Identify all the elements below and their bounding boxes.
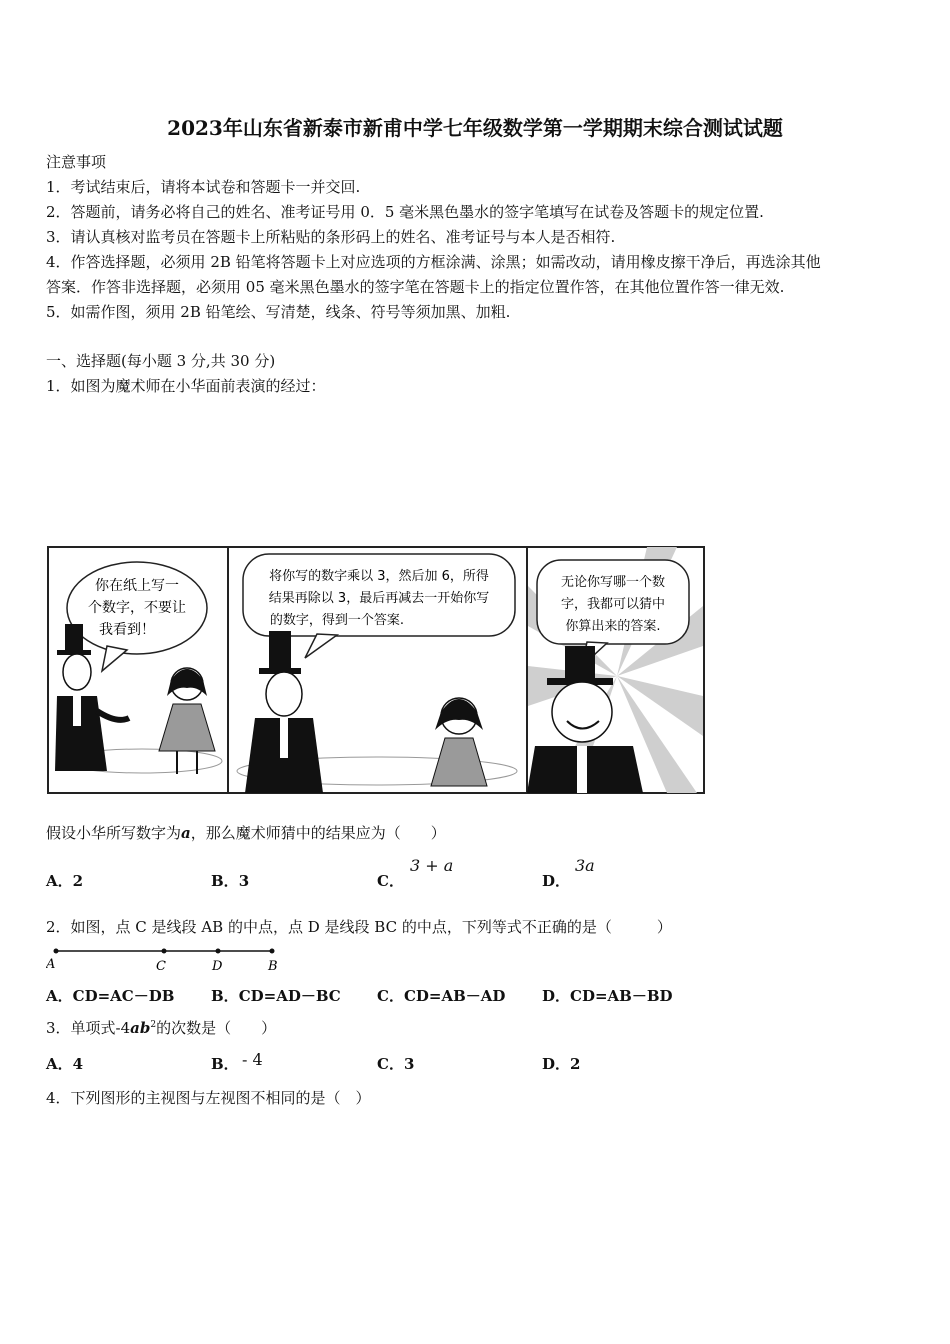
question-1-stem: 1．如图为魔术师在小华面前表演的经过：: [46, 377, 326, 395]
q2-option-d[interactable]: D．CD=AB－BD: [542, 987, 673, 1005]
section-heading: 一、选择题(每小题 3 分,共 30 分): [46, 352, 276, 370]
q1-option-a[interactable]: A．2: [46, 872, 84, 890]
prompt-text: ，那么魔术师猜中的结果应为（ ）: [190, 824, 446, 842]
question-2-stem: 2．如图，点 C 是线段 AB 的中点，点 D 是线段 BC 的中点，下列等式不正确的是（ ）: [46, 918, 672, 936]
q1-option-d-expr: 3a: [575, 856, 595, 875]
comic-bubble-1-line: 个数字，不要让: [88, 600, 186, 616]
point-label: A: [46, 957, 56, 972]
q1-option-b[interactable]: B．3: [211, 872, 250, 890]
point-d: [216, 949, 221, 954]
point-label: D: [212, 959, 223, 974]
comic-bubble-3-line: 字，我都可以猜中: [560, 597, 666, 612]
q3-option-a[interactable]: A．4: [46, 1055, 84, 1073]
segment-diagram: [46, 944, 286, 974]
comic-bubble-1-line: 我看到！: [99, 622, 155, 638]
notice-heading: 注意事项: [46, 153, 107, 171]
magician-comic-illustration: [47, 546, 705, 794]
prompt-text: 假设小华所写数字为: [46, 824, 182, 842]
q3-option-b[interactable]: B．: [211, 1055, 239, 1073]
question-4-stem: 4．下列图形的主视图与左视图不相同的是（ ）: [46, 1089, 371, 1107]
notice-item: 5．如需作图，须用 2B 铅笔绘、写清楚，线条、符号等须加黑、加粗.: [46, 303, 511, 321]
comic-bubble-2-line: 将你写的数字乘以 3，然后加 6，所得: [269, 569, 489, 584]
notice-item: 2．答题前，请务必将自己的姓名、准考证号用 0．5 毫米黑色墨水的签字笔填写在试卷及答题卡的规定位置.: [46, 203, 764, 221]
q1-option-c[interactable]: C．: [377, 872, 404, 890]
monomial-variables: ab: [130, 1019, 151, 1037]
point-c: [162, 949, 167, 954]
comic-bubble-3-line: 你算出来的答案.: [565, 619, 661, 634]
q3-option-d[interactable]: D．2: [542, 1055, 581, 1073]
point-label: C: [156, 959, 166, 974]
question-1-prompt: [46, 822, 446, 843]
point-b: [270, 949, 275, 954]
notice-item: 答案．作答非选择题，必须用 05 毫米黑色墨水的签字笔在答题卡上的指定位置作答，在其他位置作答一律无效.: [46, 278, 785, 296]
variable-a: a: [181, 824, 191, 842]
question-3-stem: 3．单项式$-4ab^2$的次数是（ ）: [46, 1019, 277, 1037]
q3-option-c[interactable]: C．3: [377, 1055, 415, 1073]
point-a: [54, 949, 59, 954]
q2-option-c[interactable]: C．CD=AB－AD: [377, 987, 506, 1005]
notice-item: 3．请认真核对监考员在答题卡上所粘贴的条形码上的姓名、准考证号与本人是否相符.: [46, 228, 616, 246]
q1-option-c-expr: 3 + a: [410, 856, 454, 875]
q1-option-d[interactable]: D．: [542, 872, 571, 890]
notice-item: 1．考试结束后，请将本试卷和答题卡一并交回.: [46, 178, 361, 196]
comic-bubble-2-line: 的数字，得到一个答案.: [269, 613, 405, 628]
q2-option-a[interactable]: A．CD=AC－DB: [46, 987, 175, 1005]
q2-option-b[interactable]: B．CD=AD－BC: [211, 987, 341, 1005]
comic-bubble-1-line: 你在纸上写一: [95, 578, 179, 594]
page-title: 2023年山东省新泰市新甫中学七年级数学第一学期期末综合测试试题: [167, 116, 783, 140]
exponent: 2: [150, 1020, 157, 1030]
q3-option-b-value: - 4: [242, 1050, 263, 1069]
comic-bubble-2-line: 结果再除以 3，最后再减去一开始你写: [268, 591, 490, 606]
notice-item: 4．作答选择题，必须用 2B 铅笔将答题卡上对应选项的方框涂满、涂黑；如需改动，请用橡皮擦干净后，再选涂其他: [46, 253, 821, 271]
comic-bubble-3-line: 无论你写哪一个数: [560, 575, 666, 590]
point-label: B: [268, 959, 278, 974]
